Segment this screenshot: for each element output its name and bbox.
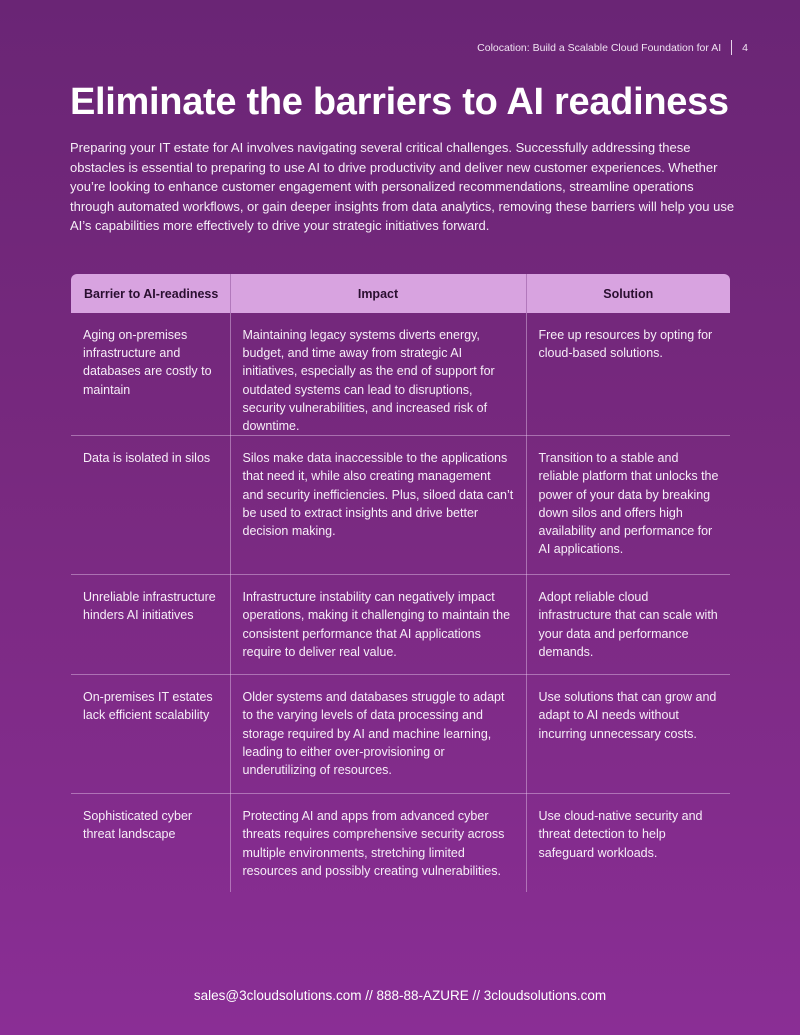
column-header-impact: Impact (230, 274, 526, 313)
solution-cell: Use cloud-native security and threat detection to help safeguard workloads. (538, 809, 703, 860)
barrier-cell: Aging on-premises infrastructure and databases are costly to maintain (71, 313, 230, 436)
table-header-row (71, 274, 730, 313)
header-divider (731, 40, 732, 55)
barriers-table (71, 274, 730, 892)
barrier-cell: Unreliable infrastructure hinders AI initiatives (71, 575, 230, 675)
page-header (477, 40, 748, 55)
barrier-cell: Data is isolated in silos (71, 436, 230, 575)
contact-footer: sales@3cloudsolutions.com // 888-88-AZURE // 3cloudsolutions.com (193, 988, 607, 1003)
column-header-barrier: Barrier to AI-readiness (71, 274, 230, 313)
barrier-cell: On-premises IT estates lack efficient scalability (71, 675, 230, 794)
solution-cell: Transition to a stable and reliable platform that unlocks the power of your data by breaking down silos and offers high availability and performance for AI applications. (526, 436, 730, 575)
table-row (71, 675, 730, 794)
solution-cell: Use solutions that can grow and adapt to AI needs without incurring unnecessary costs. (526, 675, 730, 794)
impact-cell: Infrastructure instability can negatively impact operations, making it challenging to maintain the consistent performance that AI applications require to deliver real value. (230, 575, 526, 675)
table-row (71, 575, 730, 675)
page-number: 4 (742, 41, 748, 54)
barrier-cell: Sophisticated cyber threat landscape (71, 794, 230, 892)
document-title: Colocation: Build a Scalable Cloud Foundation for AI (477, 41, 722, 54)
table-row (71, 313, 730, 436)
impact-cell: Protecting AI and apps from advanced cyber threats requires comprehensive security across multiple environments, stretching limited resources and possibly creating vulnerabilities. (230, 794, 526, 892)
table-row (71, 436, 730, 575)
solution-cell: Adopt reliable cloud infrastructure that can scale with your data and performance demands. (526, 575, 730, 675)
intro-paragraph: Preparing your IT estate for AI involves navigating several critical challenges. Successfully addressing these obstacles is essential to preparing to use AI to drive productivity and deliver new customer experiences. Whether you’re looking to enhance customer engagement with personalized recommendations, streamline operations through automated workflows, or gain deeper insights from data analytics, removing these barriers will help you use AI’s capabilities more effectively to drive your strategic initiatives forward. (70, 140, 735, 234)
table-row (71, 794, 730, 892)
impact-cell: Silos make data inaccessible to the applications that need it, while also creating management and security inefficiencies. Plus, siloed data can’t be used to extract insights and drive better decision making. (230, 436, 526, 575)
impact-cell: Maintaining legacy systems diverts energy, budget, and time away from strategic AI initiatives, especially as the end of support for outdated systems can lead to disruptions, security vulnerabilities, and increased risk of downtime. (230, 313, 526, 436)
page-title: Eliminate the barriers to AI readiness (70, 81, 729, 123)
solution-cell: Free up resources by opting for cloud-based solutions. (526, 313, 730, 436)
impact-cell: Older systems and databases struggle to adapt to the varying levels of data processing and storage required by AI and machine learning, leading to either over-provisioning or underutilizing of resources. (230, 675, 526, 794)
column-header-solution: Solution (526, 274, 730, 313)
